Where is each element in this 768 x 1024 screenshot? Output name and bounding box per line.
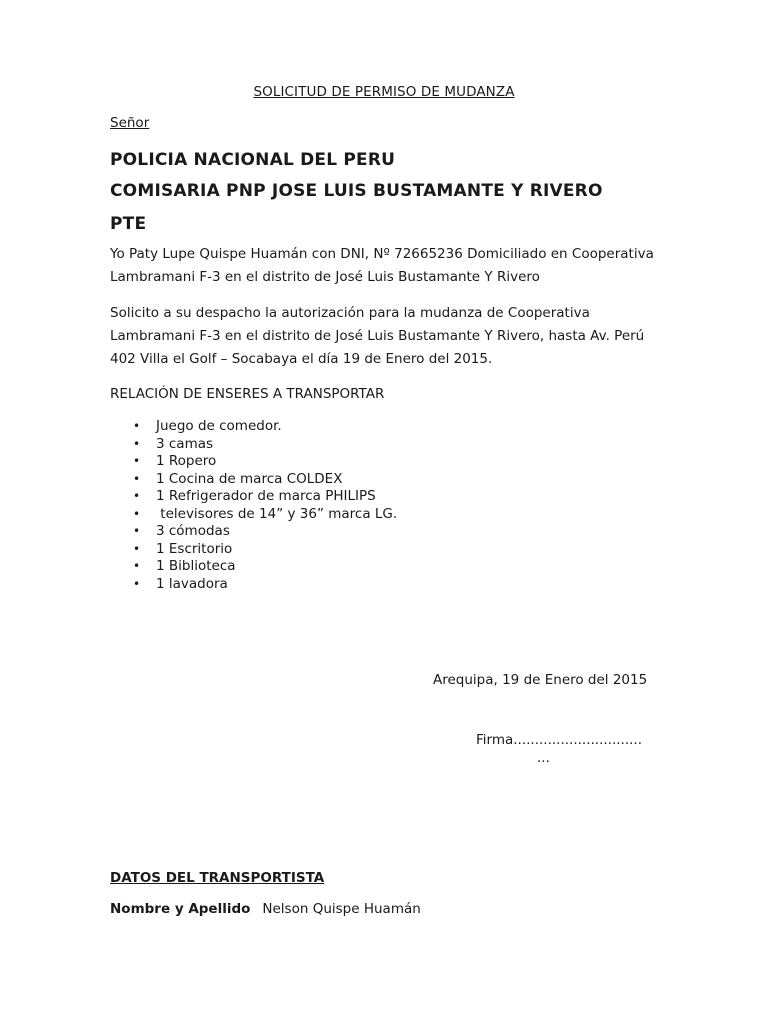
bullet-icon: • (133, 471, 141, 486)
name-value: Nelson Quispe Huamán (262, 901, 421, 917)
document-title: SOLICITUD DE PERMISO DE MUDANZA (253, 84, 515, 100)
paragraph-request: Solicito a su despacho la autorización para la mudanza de Cooperativa Lambramani F-3 en el distrito de José Luis Bustamante Y Rivero, hasta Av. Perú 402 Villa el Golf – Socabaya el día 19 de Enero del 2015. (110, 305, 645, 367)
salutation: Señor (110, 115, 150, 131)
paragraph-identity: Yo Paty Lupe Quispe Huamán con DNI, Nº 72665236 Domiciliado en Cooperativa Lambramani F-3 en el distrito de José Luis Bustamante Y Rivero (110, 246, 654, 285)
place-date: Arequipa, 19 de Enero del 2015 (433, 672, 648, 688)
recipient-line-2: COMISARIA PNP JOSE LUIS BUSTAMANTE Y RIVERO (110, 181, 603, 201)
list-item: • 1 Refrigerador de marca PHILIPS (133, 488, 376, 504)
list-item: • televisores de 14” y 36” marca LG. (133, 505, 398, 522)
list-item: • 1 Ropero (133, 453, 217, 469)
list-item: • 1 Cocina de marca COLDEX (133, 470, 343, 487)
transporter-name-row (110, 901, 421, 917)
bullet-icon: • (133, 541, 141, 556)
signature-line: Firma.............................. (476, 732, 643, 748)
items-list (110, 418, 397, 593)
recipient-line-3: PTE (110, 214, 147, 234)
list-item: • 3 camas (133, 435, 214, 452)
list-item: • Juego de comedor. (133, 418, 282, 434)
list-item: • 1 Escritorio (133, 540, 233, 557)
transport-section-title: DATOS DEL TRANSPORTISTA (110, 870, 325, 886)
list-item: • 1 Biblioteca (133, 558, 236, 574)
list-item: • 1 lavadora (133, 575, 228, 592)
name-label: Nombre y Apellido (110, 901, 251, 917)
signature-line-continuation: ... (537, 750, 550, 766)
bullet-icon: • (133, 559, 141, 573)
bullet-icon: • (133, 524, 141, 538)
recipient-line-1: POLICIA NACIONAL DEL PERU (110, 150, 396, 170)
list-item: • 3 cómodas (133, 523, 230, 539)
bullet-icon: • (133, 436, 141, 451)
bullet-icon: • (133, 454, 141, 468)
bullet-icon: • (133, 576, 141, 591)
bullet-icon: • (133, 506, 141, 521)
bullet-icon: • (133, 419, 141, 433)
list-title: RELACIÓN DE ENSERES A TRANSPORTAR (110, 386, 385, 402)
bullet-icon: • (133, 489, 141, 503)
